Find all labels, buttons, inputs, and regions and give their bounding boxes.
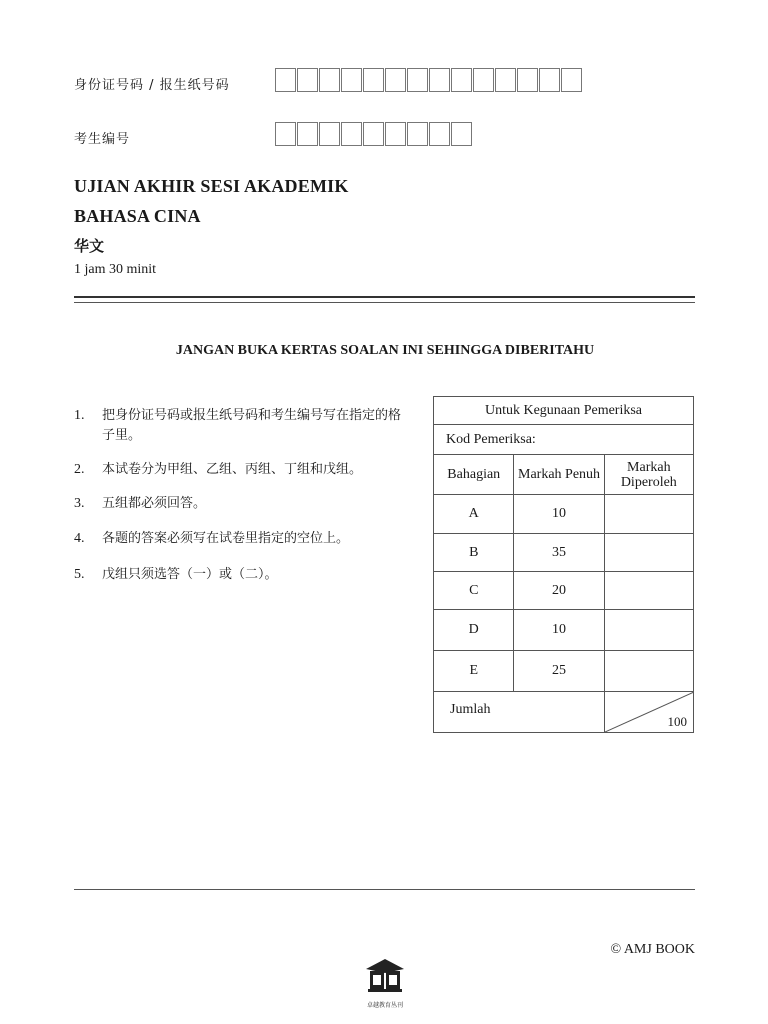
instruction-item <box>74 565 412 585</box>
row-section: B <box>434 534 514 572</box>
instruction-number: 2. <box>74 462 85 477</box>
id-box[interactable] <box>385 68 406 92</box>
header-marks-obtained: Markah Diperoleh <box>604 455 693 495</box>
instruction-number: 4. <box>74 531 85 546</box>
header-section: Bahagian <box>434 455 514 495</box>
row-section: D <box>434 610 514 651</box>
logo-caption: 卓越教育丛刊 <box>366 1002 403 1009</box>
candidate-box[interactable] <box>385 122 406 146</box>
instruction-item <box>74 460 412 480</box>
instruction-text: 各题的答案必须写在试卷里指定的空位上。 <box>102 531 350 546</box>
row-marks-obtained[interactable] <box>604 651 693 692</box>
header-full-marks: Markah Penuh <box>514 455 604 495</box>
id-box[interactable] <box>341 68 362 92</box>
book-logo-icon <box>364 957 406 997</box>
row-marks-obtained[interactable] <box>604 534 693 572</box>
candidate-number-label: 考生编号 <box>74 132 131 147</box>
candidate-box[interactable] <box>429 122 450 146</box>
row-section: C <box>434 572 514 610</box>
subject-title-cn: 华文 <box>74 237 105 255</box>
total-value: 100 <box>667 714 687 729</box>
id-box[interactable] <box>275 68 296 92</box>
instruction-item <box>74 406 412 446</box>
instruction-text: 戊组只须选答（一）或（二）。 <box>102 567 278 582</box>
id-box[interactable] <box>561 68 582 92</box>
candidate-number-boxes[interactable] <box>275 122 473 146</box>
row-marks-obtained[interactable] <box>604 495 693 534</box>
id-box[interactable] <box>473 68 494 92</box>
do-not-open-warning: JANGAN BUKA KERTAS SOALAN INI SEHINGGA DIBERITAHU <box>175 343 595 358</box>
id-box[interactable] <box>363 68 384 92</box>
candidate-box[interactable] <box>451 122 472 146</box>
row-section: E <box>434 651 514 692</box>
candidate-box[interactable] <box>319 122 340 146</box>
row-full-marks: 10 <box>514 495 604 534</box>
instruction-text: 把身份证号码或报生纸号码和考生编号写在指定的格子里。 <box>102 408 402 443</box>
exam-duration: 1 jam 30 minit <box>74 262 157 277</box>
subject-title: BAHASA CINA <box>74 206 201 226</box>
instruction-number: 3. <box>74 496 85 511</box>
exam-title: UJIAN AKHIR SESI AKADEMIK <box>74 176 349 196</box>
examiner-table <box>433 396 694 733</box>
row-full-marks: 25 <box>514 651 604 692</box>
header-rule-bottom <box>74 302 695 303</box>
total-label: Jumlah <box>434 692 605 733</box>
candidate-box[interactable] <box>275 122 296 146</box>
total-cell[interactable] <box>604 692 693 733</box>
instruction-item <box>74 494 412 514</box>
examiner-table-title: Untuk Kegunaan Pemeriksa <box>434 397 694 425</box>
instruction-text: 本试卷分为甲组、乙组、丙组、丁组和戊组。 <box>102 462 363 477</box>
id-box[interactable] <box>517 68 538 92</box>
row-marks-obtained[interactable] <box>604 610 693 651</box>
candidate-box[interactable] <box>363 122 384 146</box>
footer-rule <box>74 889 695 890</box>
copyright-text: © AMJ BOOK <box>610 942 695 957</box>
id-box[interactable] <box>539 68 560 92</box>
instruction-number: 5. <box>74 567 85 582</box>
row-full-marks: 35 <box>514 534 604 572</box>
instruction-item <box>74 529 412 549</box>
row-full-marks: 20 <box>514 572 604 610</box>
header-rule-top <box>74 296 695 298</box>
examiner-code-field[interactable]: Kod Pemeriksa: <box>434 425 694 455</box>
id-box[interactable] <box>429 68 450 92</box>
instruction-text: 五组都必须回答。 <box>102 496 207 511</box>
row-marks-obtained[interactable] <box>604 572 693 610</box>
instruction-number: 1. <box>74 408 85 423</box>
candidate-box[interactable] <box>407 122 428 146</box>
id-box[interactable] <box>451 68 472 92</box>
row-full-marks: 10 <box>514 610 604 651</box>
id-box[interactable] <box>319 68 340 92</box>
id-box[interactable] <box>495 68 516 92</box>
candidate-box[interactable] <box>297 122 318 146</box>
id-number-boxes[interactable] <box>275 68 583 92</box>
id-box[interactable] <box>407 68 428 92</box>
id-number-label: 身份证号码 / 报生纸号码 <box>74 78 230 93</box>
publisher-logo <box>364 957 406 1009</box>
row-section: A <box>434 495 514 534</box>
candidate-box[interactable] <box>341 122 362 146</box>
id-box[interactable] <box>297 68 318 92</box>
